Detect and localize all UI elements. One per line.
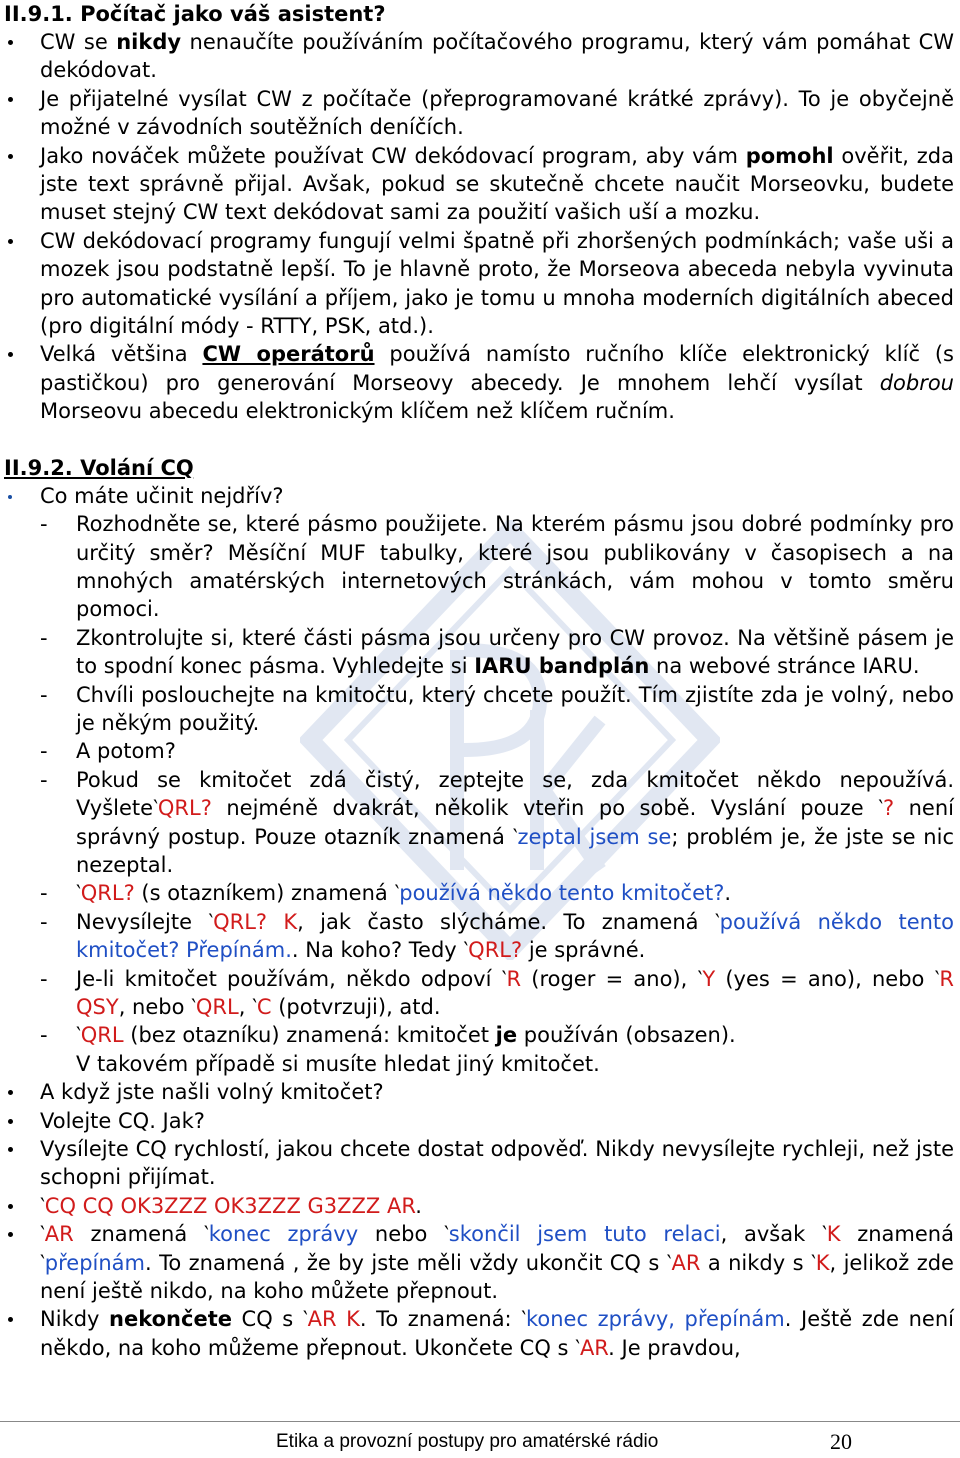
dash-item: - Pokud se kmitočet zdá čistý, zeptejte se, zda kmitočet někdo nepoužívá. Vyšlete‵QRL? nejméně dvakrát, několik vteřin po sobě. Vyslání pouze ‵? není správný postup. Pouze otazník znamená ‵zeptal jsem se; problém je, že jste se nic nezeptal. (40, 767, 954, 877)
dash-item: - Rozhodněte se, které pásmo použijete. Na kterém pásmu jsou dobré podmínky pro určitý směr? Měsíční MUF tabulky, které jsou publikovány v časopisech a na mnohých amatérských internetových stránkách, vám mohou v tomto směru pomoci. (40, 512, 954, 622)
dash-item: - ‵QRL (bez otazníku) znamená: kmitočet je používán (obsazen). (40, 1023, 736, 1048)
section-2-list (4, 482, 954, 510)
list-item: ‵CQ CQ OK3ZZZ OK3ZZZ G3ZZZ AR. (4, 1192, 954, 1220)
list-item: Je přijatelné vysílat CW z počítače (přeprogramované krátké zprávy). To je obyčejně možné v závodních soutěžních deníčích. (4, 85, 954, 142)
list-item: CW dekódovací programy fungují velmi špatně při zhoršených podmínkách; vaše uši a mozek jsou podstatně lepší. To je hlavně proto, že Morseova abeceda nebyla vyvinuta pro automatické vysílání a příjem, jako je tomu u mnoha moderních digitálních abeced (pro digitální módy - RTTY, PSK, atd.). (4, 227, 954, 341)
dash-item: - Zkontrolujte si, které části pásma jsou určeny pro CW provoz. Na většině pásem je to spodní konec pásma. Vyhledejte si IARU bandplán na webové stránce IARU. (40, 625, 954, 679)
list-item: Jako nováček můžete používat CW dekódovací program, aby vám pomohl ověřit, zda jste text správně přijal. Avšak, pokud se skutečně chcete naučit Morseovku, budete muset stejný CW text dekódovat sami za použití vašich uší a mozku. (4, 142, 954, 227)
dash-item: - ‵QRL? (s otazníkem) znamená ‵používá někdo tento kmitočet?. (40, 881, 732, 906)
section-1-title: II.9.1. Počítač jako váš asistent? (4, 2, 386, 26)
list-item: Vysílejte CQ rychlostí, jakou chcete dostat odpověď. Nikdy nevysílejte rychleji, než jste schopni přijímat. (4, 1135, 954, 1192)
dash-item: - A potom? (40, 739, 176, 764)
list-item: Co máte učinit nejdřív? (4, 482, 954, 510)
list-item: CW se nikdy nenaučíte používáním počítačového programu, který vám pomáhat CW dekódovat. (4, 28, 954, 85)
list-item: Volejte CQ. Jak? (4, 1107, 954, 1135)
dash-item: - Nevysílejte ‵QRL? K, jak často slýcháme. To znamená ‵používá někdo tento kmitočet? Přepínám.. Na koho? Tedy ‵QRL? je správné. (40, 909, 955, 963)
list-item: ‵AR znamená ‵konec zprávy nebo ‵skončil jsem tuto relaci, avšak ‵K znamená ‵přepínám. To znamená , že by jste měli vždy ukončit CQ s ‵AR a nikdy s ‵K, jelikož zde není ještě nikdo, na koho můžete přepnout. (4, 1220, 954, 1305)
section-2-title: II.9.2. Volání CQ (4, 455, 194, 480)
list-item: Velká většina CW operátorů používá namísto ručního klíče elektronický klíč (s pastičkou) pro generování Morseovy abecedy. Je mnohem lehčí vysílat dobrou Morseovu abecedu elektronickým klíčem než klíčem ručním. (4, 340, 954, 425)
dash-item: - Chvíli poslouchejte na kmitočtu, který chcete použít. Tím zjistíte zda je volný, nebo je někým použitý. (40, 682, 954, 735)
content (4, 0, 954, 1362)
section-2-list-continued (4, 1078, 954, 1362)
list-item: A když jste našli volný kmitočet? (4, 1078, 954, 1106)
footer-title: Etika a provozní postupy pro amatérské rádio (276, 1431, 659, 1452)
dash-item-continuation: V takovém případě si musíte hledat jiný kmitočet. (76, 1051, 600, 1076)
page-footer (0, 1421, 960, 1458)
section-1-list (4, 28, 954, 426)
list-item: Nikdy nekončete CQ s ‵AR K. To znamená: ‵konec zprávy, přepínám. Ještě zde není někdo, na koho můžeme přepnout. Ukončete CQ s ‵AR. Je pravdou, (4, 1305, 954, 1362)
page-number: 20 (830, 1429, 852, 1454)
dash-item: - Je-li kmitočet používám, někdo odpoví ‵R (roger = ano), ‵Y (yes = ano), nebo ‵R QSY, nebo ‵QRL, ‵C (potvrzuji), atd. (40, 966, 955, 1019)
